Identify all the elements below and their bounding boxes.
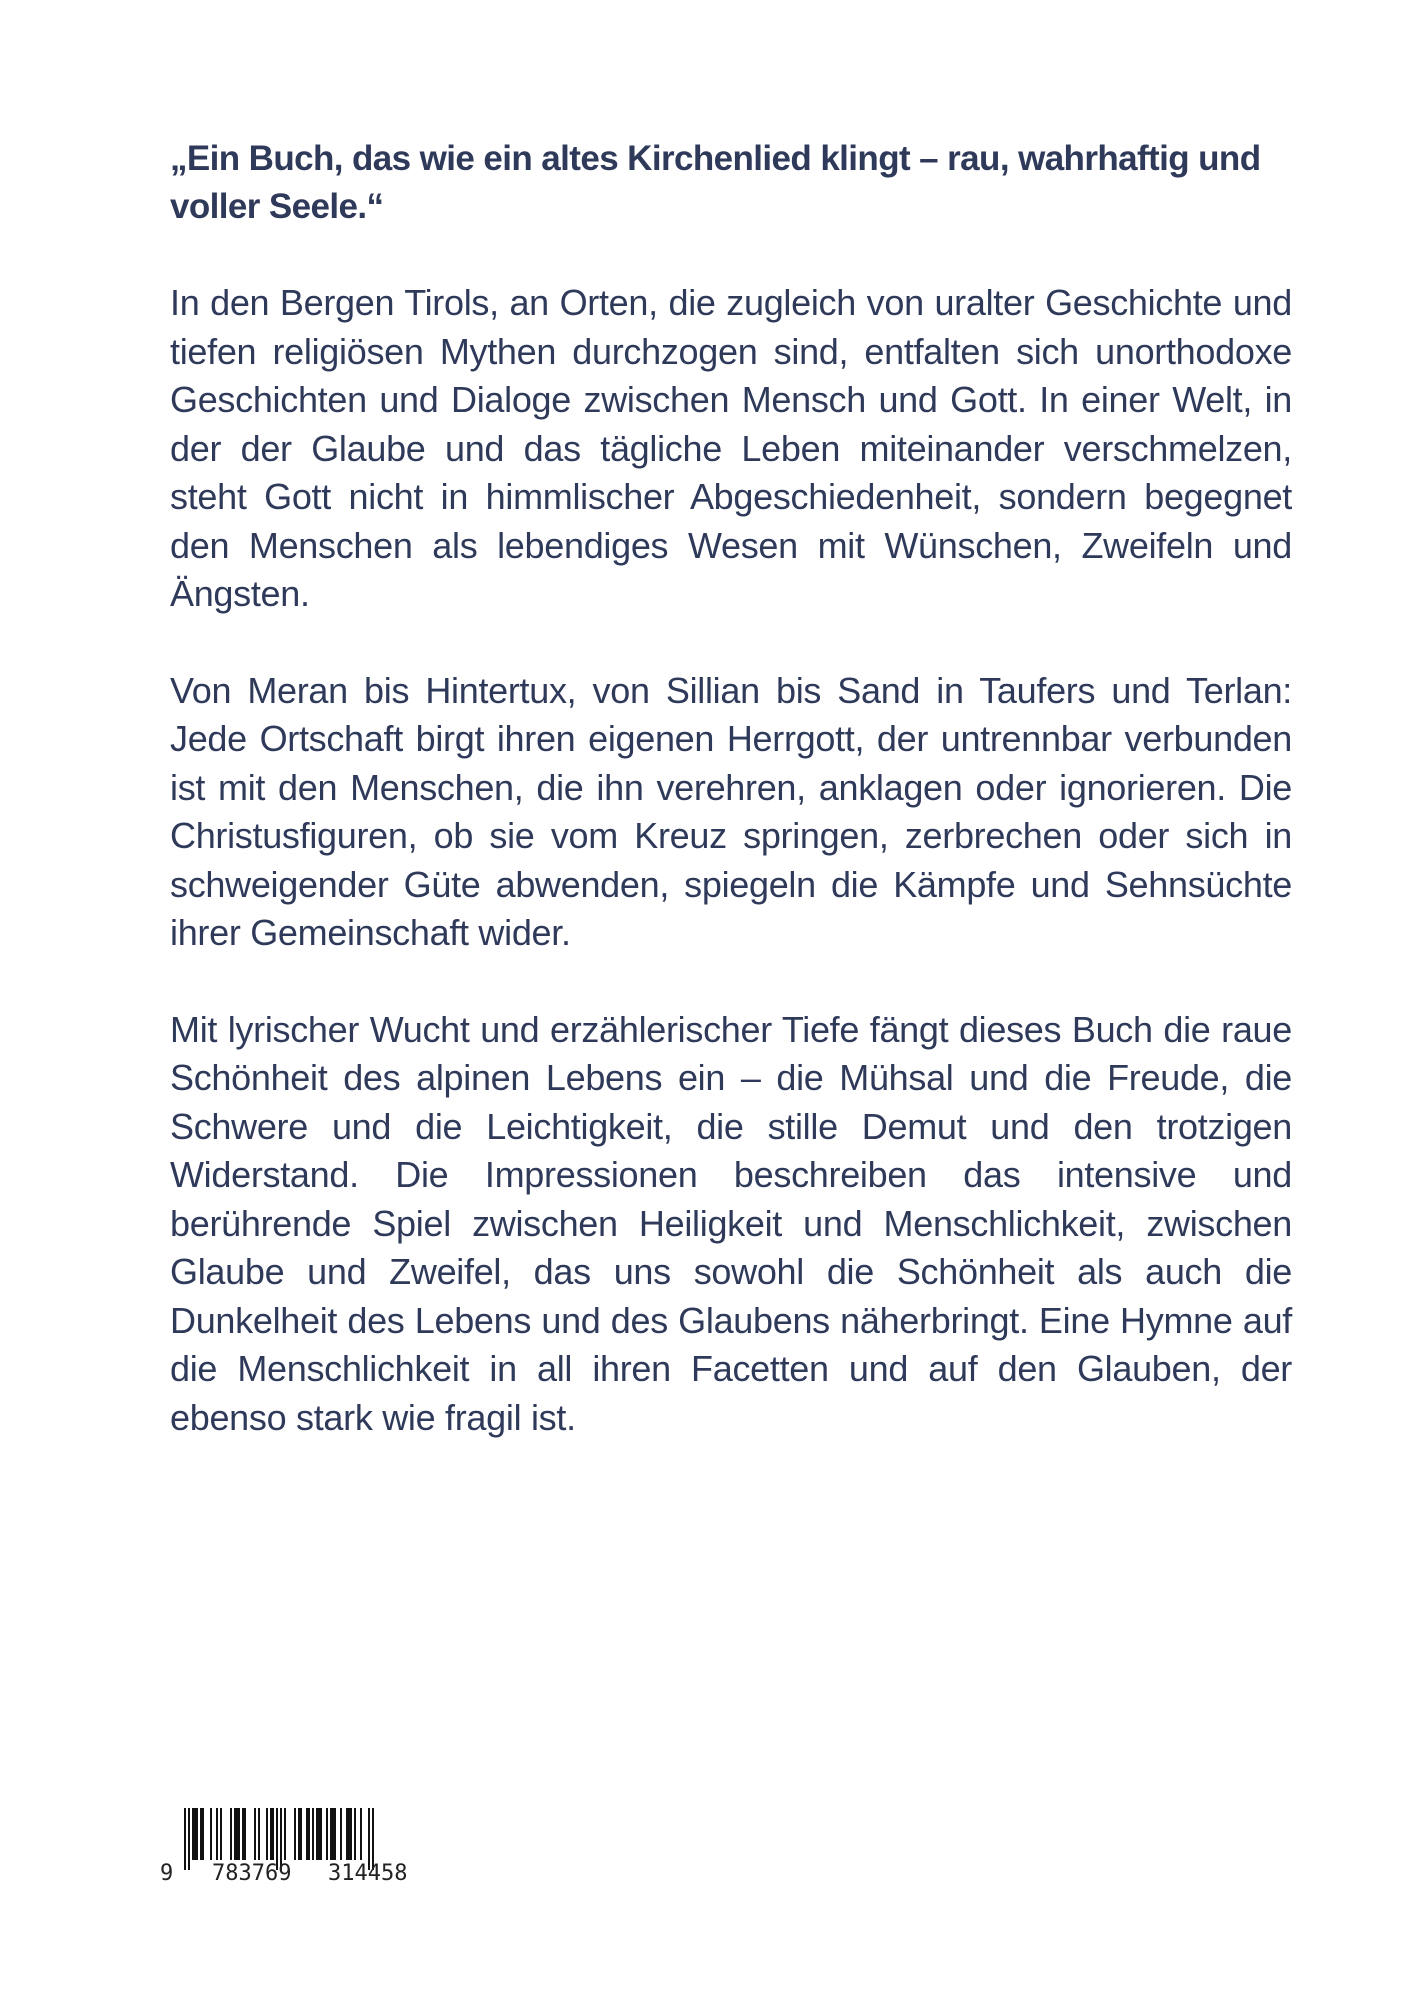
barcode-bar bbox=[210, 1808, 212, 1860]
barcode-bar bbox=[244, 1808, 246, 1860]
barcode-bar bbox=[298, 1808, 300, 1860]
barcode-bar bbox=[254, 1808, 256, 1860]
barcode-bar bbox=[194, 1808, 196, 1860]
barcode-bar bbox=[192, 1808, 194, 1860]
barcode-bar bbox=[236, 1808, 238, 1860]
barcode-bar bbox=[294, 1808, 296, 1860]
barcode-bar bbox=[200, 1808, 202, 1860]
barcode-bar bbox=[360, 1808, 362, 1860]
barcode-bar bbox=[318, 1808, 320, 1860]
barcode-lead-digit: 9 bbox=[160, 1861, 174, 1886]
barcode-bar bbox=[242, 1808, 244, 1860]
barcode-bar bbox=[306, 1808, 308, 1860]
barcode-bar bbox=[202, 1808, 204, 1860]
barcode-icon bbox=[160, 1808, 450, 1888]
barcode-bar bbox=[300, 1808, 302, 1860]
barcode-bar bbox=[238, 1808, 240, 1860]
barcode-bar bbox=[348, 1808, 350, 1860]
barcode-bar bbox=[320, 1808, 322, 1860]
barcode-bar bbox=[316, 1808, 318, 1860]
barcode-bar bbox=[234, 1808, 236, 1860]
barcode-bar bbox=[188, 1808, 190, 1870]
barcode-bar bbox=[308, 1808, 310, 1860]
barcode-bar bbox=[330, 1808, 332, 1860]
paragraph-2: Von Meran bis Hintertux, von Sillian bis Sand in Taufers und Terlan: Jede Ortschaft birgt ihren eigenen Herrgott, der untrennbar verbunden ist mit den Menschen, die ihn verehren, anklagen oder ignorieren. Die Christusfiguren, ob sie vom Kreuz springen, zerbrechen oder sich in schweigender Güte abwenden, spiegeln die Kämpfe und Sehnsüchte ihrer Gemeinschaft wider. bbox=[170, 669, 1292, 953]
paragraph-3: Mit lyrischer Wucht und erzählerischer Tiefe fängt dieses Buch die raue Schönheit des alpinen Lebens ein – die Mühsal und die Freude, die Schwere und die Leichtigkeit, die stille Demut und den trotzigen Widerstand. Die Impressionen beschreiben das intensive und berührende Spiel zwischen Heiligkeit und Menschlichkeit, zwischen Glaube und Zweifel, das uns sowohl die Schönheit als auch die Dunkelheit des Lebens und des Glaubens näherbringt. Eine Hymne auf die Menschlichkeit in all ihren Facetten und auf den Glauben, der ebenso stark wie fragil ist. bbox=[170, 1008, 1292, 1438]
barcode-bar bbox=[230, 1808, 232, 1860]
barcode-bar bbox=[196, 1808, 198, 1860]
barcode-bar bbox=[284, 1808, 286, 1860]
barcode-bar bbox=[270, 1808, 272, 1860]
barcode-bar bbox=[332, 1808, 334, 1860]
barcode-bar bbox=[350, 1808, 352, 1860]
barcode-bar bbox=[272, 1808, 274, 1860]
barcode-bar bbox=[220, 1808, 222, 1860]
paragraph-1: In den Bergen Tirols, an Orten, die zugleich von uralter Geschichte und tiefen religiösen Mythen durchzogen sind, entfalten sich unorthodoxe Geschichten und Dialoge zwischen Mensch und Gott. In einer Welt, in der der Glaube und das tägliche Leben miteinander verschmelzen, steht Gott nicht in himmlischer Abgeschiedenheit, sondern begegnet den Menschen als lebendiges Wesen mit Wünschen, Zweifeln und Ängsten. bbox=[170, 282, 1292, 614]
barcode-bar bbox=[340, 1808, 342, 1860]
barcode-bar bbox=[334, 1808, 336, 1860]
isbn-barcode bbox=[160, 1808, 450, 1888]
blurb-quote: „Ein Buch, das wie ein altes Kirchenlied klingt – rau, wahrhaftig und voller Seele.“ bbox=[170, 139, 1261, 226]
barcode-left-group: 783769 bbox=[212, 1861, 292, 1886]
barcode-bar bbox=[266, 1808, 268, 1860]
barcode-right-group: 314458 bbox=[328, 1861, 408, 1886]
barcode-bar bbox=[346, 1808, 348, 1860]
barcode-bar bbox=[312, 1808, 314, 1860]
barcode-bar bbox=[354, 1808, 356, 1860]
barcode-bar bbox=[184, 1808, 186, 1870]
barcode-bar bbox=[258, 1808, 260, 1860]
barcode-bar bbox=[216, 1808, 218, 1860]
barcode-bar bbox=[326, 1808, 328, 1860]
back-cover-text bbox=[170, 135, 1292, 1490]
